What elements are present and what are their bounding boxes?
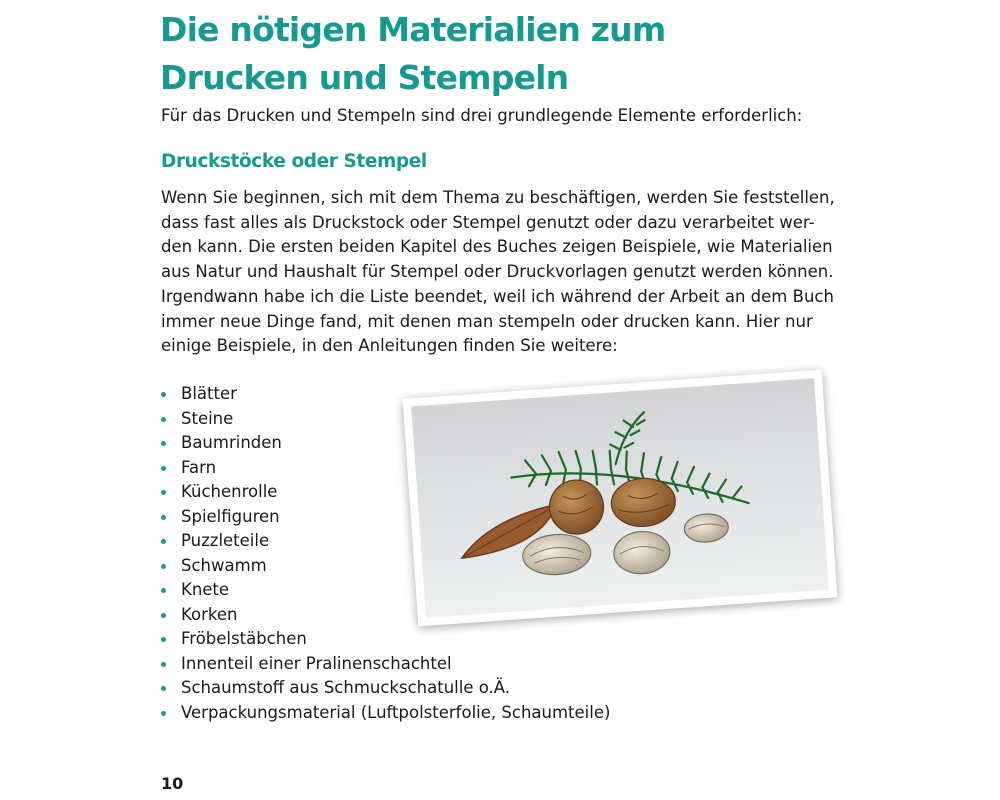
bullet-icon [161, 637, 166, 642]
list-item-label: Innenteil einer Pralinenschachtel [181, 653, 452, 673]
bullet-icon [161, 466, 166, 471]
page-number: 10 [161, 774, 184, 793]
body-paragraph [161, 186, 851, 359]
bullet-icon [161, 441, 166, 446]
body-line: aus Natur und Haushalt für Stempel oder Druckvorlagen genutzt werden können. [161, 262, 834, 282]
bullet-icon [161, 392, 166, 397]
bullet-icon [161, 515, 166, 520]
bullet-icon [161, 564, 166, 569]
list-item [161, 701, 610, 726]
list-item-label: Schwamm [181, 555, 267, 575]
list-item-label: Puzzleteile [181, 531, 270, 550]
list-item-label: Baumrinden [181, 433, 282, 452]
list-item-label: Farn [181, 457, 217, 477]
list-item-label: Korken [181, 604, 238, 624]
list-item [161, 652, 610, 677]
materials-photo [403, 370, 838, 627]
body-line: den kann. Die ersten beiden Kapitel des Buches zeigen Beispiele, wie Materialien [161, 237, 833, 257]
bullet-icon [161, 588, 166, 593]
list-item-label: Blätter [181, 384, 237, 403]
bullet-icon [161, 662, 166, 667]
list-item-label: Küchenrolle [181, 482, 278, 501]
bullet-icon [161, 539, 166, 544]
list-item-label: Schaumstoff aus Schmuckschatulle o.Ä. [181, 678, 511, 697]
bullet-icon [161, 613, 166, 618]
list-item [161, 676, 610, 701]
page-title: Die nötigen Materialien zum Drucken und Stempeln [160, 10, 666, 97]
section-heading: Druckstöcke oder Stempel [161, 151, 427, 172]
body-line: Irgendwann habe ich die Liste beendet, weil ich während der Arbeit an dem Buch [161, 286, 834, 306]
intro-paragraph: Für das Drucken und Stempeln sind drei grundlegende Elemente erforderlich: [161, 106, 803, 125]
list-item-label: Spielfiguren [181, 506, 280, 526]
list-item-label: Verpackungsmaterial (Luftpolsterfolie, Schaumteile) [181, 702, 611, 722]
body-line: immer neue Dinge fand, mit denen man stempeln oder drucken kann. Hier nur [161, 311, 813, 331]
body-line: einige Beispiele, in den Anleitungen finden Sie weitere: [161, 336, 618, 356]
materials-photo-image [411, 378, 829, 618]
bullet-icon [161, 711, 166, 716]
list-item-label: Steine [181, 408, 234, 428]
bullet-icon [161, 490, 166, 495]
body-line: Wenn Sie beginnen, sich mit dem Thema zu beschäftigen, werden Sie feststellen, [161, 188, 835, 207]
list-item [161, 627, 610, 652]
bullet-icon [161, 417, 166, 422]
body-line: dass fast alles als Druckstock oder Stempel genutzt oder dazu verarbeitet wer- [161, 212, 815, 232]
bullet-icon [161, 686, 166, 691]
list-item-label: Knete [181, 580, 230, 599]
list-item-label: Fröbelstäbchen [181, 629, 307, 648]
